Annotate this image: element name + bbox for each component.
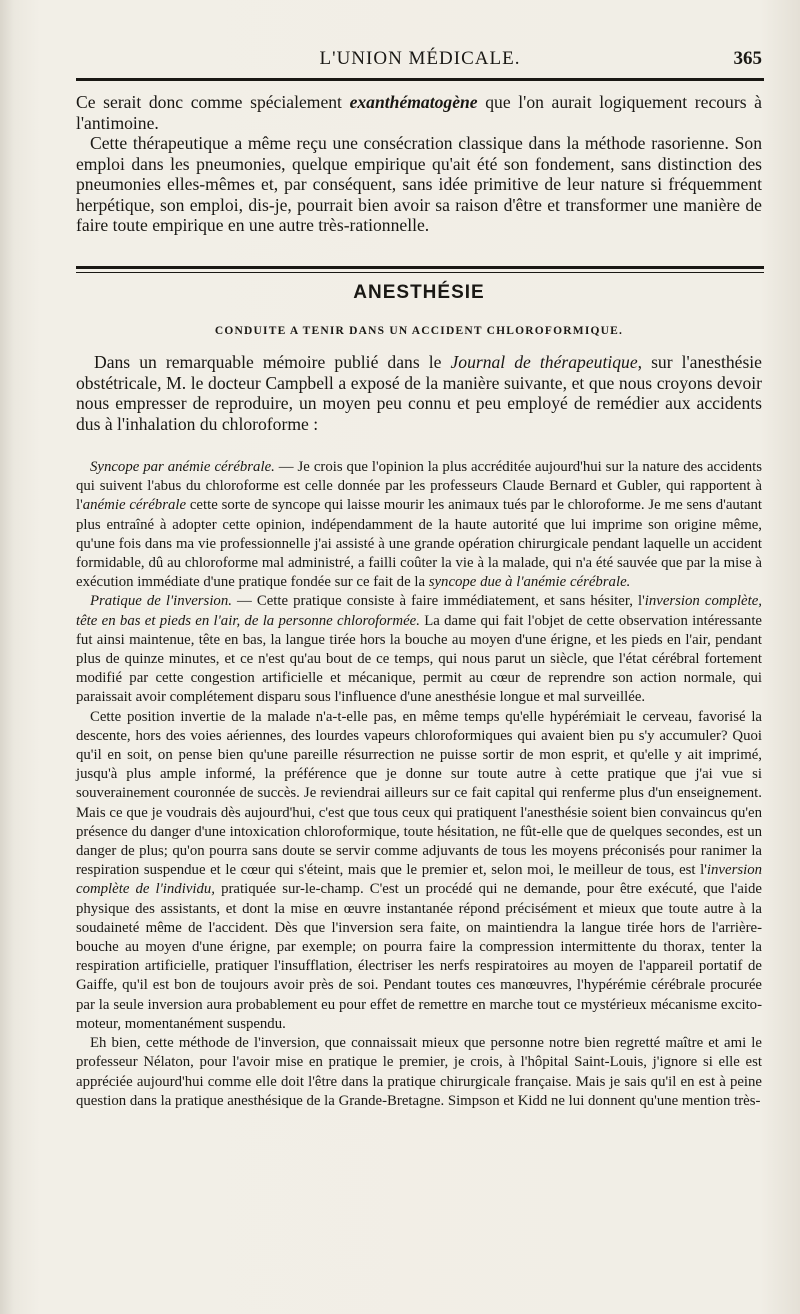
emphasis: exanthématogène <box>349 92 478 112</box>
intro-text <box>76 352 762 434</box>
paragraph-lead: Syncope par anémie cérébrale. <box>90 459 275 475</box>
emphasis: inversion complète, tête en bas et pieds en l'air, de la personne chloroformée. <box>76 593 762 629</box>
body-paragraph-2 <box>76 592 762 707</box>
section-rule-top <box>76 266 764 269</box>
text-run: — Je crois que l'opinion la plus accréditée aujourd'hui sur la nature des accidents qui suivent l'abus du chloroforme est celle donnée par les professeurs Claude Bernard et Gubler, qui rapportent à l' <box>76 459 763 514</box>
journal-title: L'UNION MÉDICALE. <box>319 48 521 69</box>
page-number: 365 <box>733 48 762 69</box>
paragraph-lead: Pratique de l'inversion. <box>90 593 232 610</box>
article-body <box>76 458 762 1111</box>
section-title: ANESTHÉSIE <box>353 282 485 303</box>
emphasis: Journal de thérapeutique <box>450 352 638 372</box>
opening-paragraph-1 <box>76 92 762 133</box>
text-run: Ce serait donc comme spécialement <box>76 92 350 112</box>
body-paragraph-3 <box>76 708 762 1034</box>
opening-text <box>76 92 762 236</box>
text-run: Dans un remarquable mémoire publié dans le <box>94 352 451 372</box>
emphasis: inversion complète de l'individu, <box>76 862 762 898</box>
text-run: que l'on aurait logiquement recours à l'antimoine. <box>76 92 762 133</box>
section-rule-thin <box>76 272 764 273</box>
text-run: pratiquée sur-le-champ. C'est un procédé qui ne demande, pour être exécuté, que l'aide physique des assistants, et dont la mise en œuvre instantanée répond précisément et mieux que toute autre à la soudaineté même de l'accident. Dès que l'inversion sera faite, on maintiendra la langue tirée hors de l'arrière-bouche au moyen d'une érigne, par exemple; on pourra faire la compression intermittente du thorax, tenter la respiration artificielle, pratiquer l'insufflation, électriser les nerfs respiratoires au moyen de l'appareil portatif de Gaiffe, qu'il est bon de toujours avoir près de soi. Pendant toutes ces manœuvres, l'hypérémie cérébrale procurée par la seule inversion aura probablement eu pour effet de remettre en marche tout ce mystérieux mécanisme excito-moteur, momentanément suspendu. <box>76 881 762 1032</box>
opening-paragraph-2: Cette thérapeutique a même reçu une consécration classique dans la méthode rasorienne. Son emploi dans les pneumonies, quelque empirique qu'ait été son fondement, sans distinction des pneumonies elles-mêmes et, par conséquent, sans idée primitive de leur nature si fréquemment herpétique, son emploi, dis-je, pourrait bien avoir sa raison d'être et transformer une manière de faire toute empirique en une autre très-rationnelle. <box>76 133 762 235</box>
body-paragraph-4: Eh bien, cette méthode de l'inversion, que connaissait mieux que personne notre bien regretté maître et ami le professeur Nélaton, pour l'avoir mise en pratique le premier, je crois, à l'hôpital Saint-Louis, j'ignore si elle est appréciée aujourd'hui comme elle doit l'être dans la pratique chirurgicale française. Mais je sais qu'il en est à peine question dans la pratique anesthésique de la Grande-Bretagne. Simpson et Kidd ne lui donnent qu'une mention très- <box>76 1035 762 1109</box>
body-paragraph-1 <box>76 458 762 592</box>
text-run: — Cette pratique consiste à faire immédiatement, et sans hésiter, l' <box>231 593 645 610</box>
text-run: Cette position invertie de la malade n'a-t-elle pas, en même temps qu'elle hypérémiait le cerveau, favorisé la descente, hors des voies aériennes, des lourdes vapeurs chloroformiques qui avaient bien pu s'y accumuler? Quoi qu'il en soit, on pense bien qu'une pareille résurrection ne puisse sortir de mon esprit, et qu'elle y ait imprimé, jusqu'à plus ample informé, la préférence que je donne sur toute autre à cette pratique que j'ai vue si souverainement couronnée de succès. Je reviendrai ailleurs sur ce fait capital qui renferme plus d'un enseignement. Mais ce que je voudrais dès aujourd'hui, c'est que tous ceux qui pratiquent l'anesthésie soient bien convaincus qu'en présence du danger d'une intoxication chloroformique, toute hésitation, ne fût-elle que de quelques secondes, est un danger de plus; qu'on pourra sans doute se servir comme adjuvants de tous les moyens préconisés pour ranimer la respiration suspendue et le cœur qui s'éteint, mais que le premier et, selon moi, le meilleur de tous, est l' <box>76 708 762 879</box>
emphasis: syncope due à l'anémie cérébrale. <box>428 574 631 591</box>
header-rule <box>76 78 764 81</box>
emphasis: anémie cérébrale <box>82 497 187 514</box>
text-run: La dame qui fait l'objet de cette observation intéressante fut ainsi maintenue, tête en bas, la langue tirée hors la bouche au moyen d'une érigne, et les pieds en l'air, pendant plus de quinze minutes, et ce n'est qu'au bout de ce temps, qui nous parut un siècle, que l'état cérébral fortement modifié par cette congestion artificielle et mécanique, permit au cœur de reprendre son action normale, qui paraissait avoir complétement disparu sous l'influence d'une anesthésie longue et mal surveillée. <box>76 612 762 706</box>
section-subtitle: CONDUITE A TENIR DANS UN ACCIDENT CHLOROFORMIQUE. <box>214 325 624 337</box>
text-run: cette sorte de syncope qui laisse mourir les animaux tués par le chloroforme. Je me sens d'autant plus entraîné à adopter cette opinion, indépendamment de la haute autorité que lui imprime son origine même, qu'une fois dans ma vie professionnelle j'ai assisté à une grande opération chirurgicale pendant laquelle un accident formidable, dû au chloroforme mal administré, a failli coûter la vie à la malade, qui n'a été sauvée que par la mise à exécution immédiate d'une pratique fondée sur ce fait de la <box>76 497 762 591</box>
intro-paragraph <box>76 352 762 434</box>
running-header <box>76 46 764 76</box>
text-run: , sur l'anesthésie obstétricale, M. le docteur Campbell a exposé de la manière suivante, et que nous croyons devoir nous empresser de reproduire, un moyen peu connu et peu employé de remédier aux accidents dus à l'inhalation du chloroforme : <box>76 352 762 434</box>
